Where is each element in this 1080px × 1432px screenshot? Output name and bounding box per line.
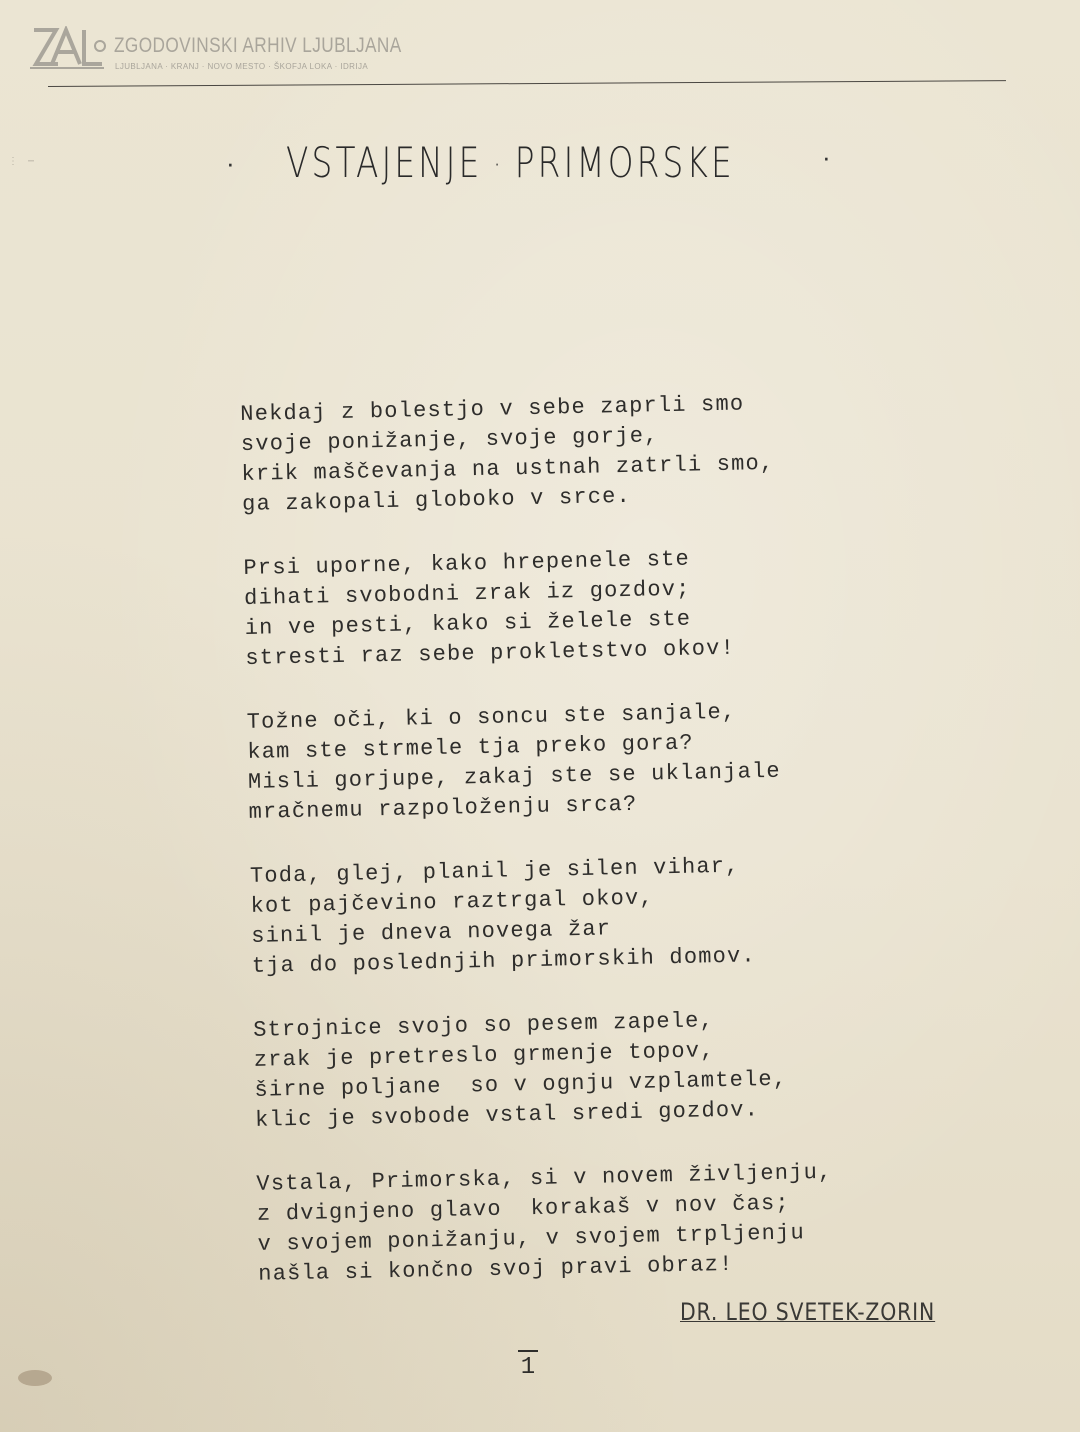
poem-line: širne poljane so v ognju vzplamtele, [254,1066,788,1103]
archive-header [30,26,1010,96]
header-rule [48,80,1006,87]
poem-line: Toda, glej, planil je silen vihar, [249,853,740,889]
stanza [243,540,905,674]
zal-logo-icon [30,26,108,72]
poem-line: krik maščevanja na ustnah zatrli smo, [241,450,775,487]
archive-branches: LJUBLJANA · KRANJ · NOVO MESTO · ŠKOFJA LOKA · IDRIJA [115,62,369,71]
title-word-1: VSTAJENJE [286,138,483,187]
poem-line: Vstala, Primorska, si v novem življenju, [256,1159,833,1197]
author-signature: DR. LEO SVETEK-ZORIN [680,1298,936,1326]
paper-stain [18,1370,52,1386]
title-dot-left: · [226,148,235,178]
stanza [250,848,912,982]
poem-line: Prsi uporne, kako hrepenele ste [243,546,691,581]
stanza [240,386,902,520]
poem-line: sinil je dneva novega žar [250,916,612,949]
poem-line: ga zakopali globoko v srce. [241,483,632,517]
poem-line: kam ste strmele tja preko gora? [247,730,695,765]
poem-line: v svojem ponižanju, v svojem trpljenju [257,1220,806,1257]
title-text [286,138,735,187]
poem-line: klic je svobode vstal sredi gozdov. [254,1097,760,1133]
poem [240,386,918,1287]
poem-line: zrak je pretreslo grmenje topov, [253,1038,715,1073]
poem-line: kot pajčevino raztrgal okov, [250,885,655,919]
poem-line: Misli gorjupe, zakaj ste se uklanjale [247,758,782,795]
poem-line: dihati svobodni zrak iz gozdov; [243,576,691,611]
poem-line: Nekdaj z bolestjo v sebe zaprli smo [240,391,745,427]
stanza [253,1002,915,1136]
poem-line: Tožne oči, ki o soncu ste sanjale, [246,699,737,735]
page-title [226,134,846,194]
title-dot-right: · [822,142,831,172]
poem-line: in ve pesti, kako si želele ste [244,606,692,641]
stanza [246,694,908,828]
poem-line: mračnemu razpoloženju srca? [248,791,638,825]
poem-line: z dvignjeno glavo korakaš v nov čas; [256,1190,791,1227]
margin-smudge: ⋮ ⋯ [8,157,37,168]
poem-line: tja do poslednjih primorskih domov. [251,943,757,979]
poem-line: Strojnice svojo so pesem zapele, [252,1008,715,1043]
title-separator: · [493,148,504,183]
poem-line: našla si končno svoj pravi obraz! [258,1251,734,1287]
page-number: 1 [518,1350,538,1381]
archive-name: ZGODOVINSKI ARHIV LJUBLJANA [114,34,402,57]
poem-line: svoje ponižanje, svoje gorje, [240,423,659,457]
poem-line: stresti raz sebe prokletstvo okov! [245,635,736,671]
stanza [256,1156,918,1290]
title-word-2: PRIMORSKE [514,138,735,187]
